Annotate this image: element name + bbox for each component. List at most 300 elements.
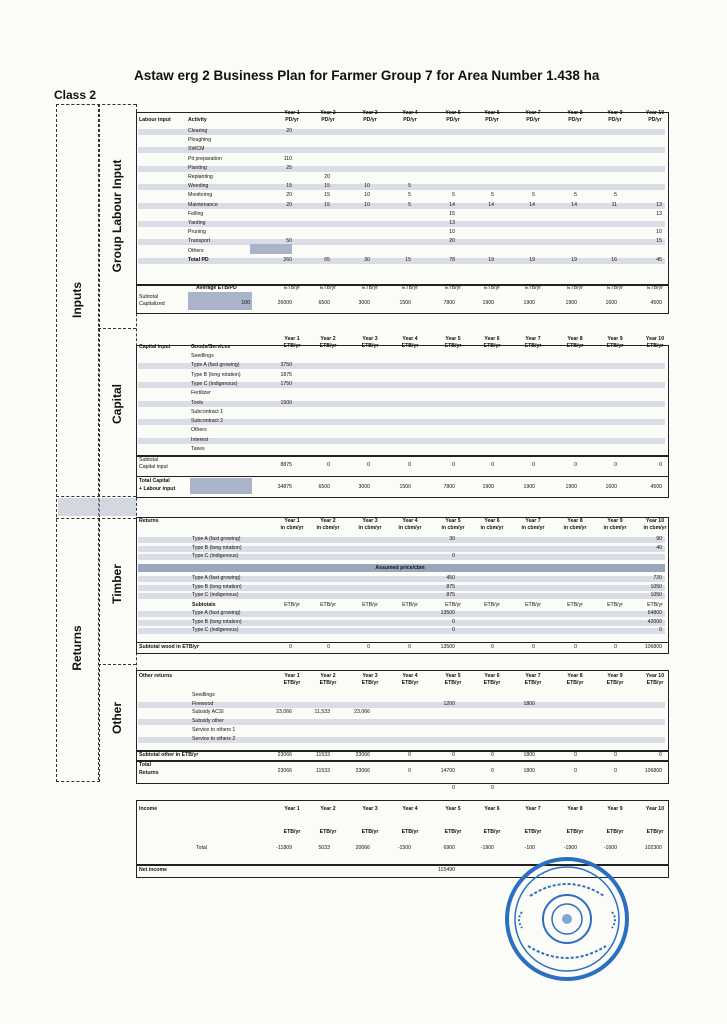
activity-label: Maintenance <box>188 201 218 208</box>
year-header: Year 10 <box>645 336 665 342</box>
other-value: 1200 <box>443 700 455 707</box>
year-header: Year 6 <box>484 110 500 116</box>
year-header: Year 10 <box>645 806 665 812</box>
unit-header: ETB/yr <box>283 680 301 686</box>
unit-header: ETB/yr <box>566 343 584 349</box>
unit-header: PD/yr <box>485 117 499 123</box>
capital-subtotal: 0 <box>614 462 617 468</box>
year-header: Year 7 <box>525 518 541 524</box>
average-etb-value: 100 <box>241 300 250 306</box>
timber-volume: 40 <box>656 544 662 551</box>
subtotal-wood-label: Subtotal wood in ETB/yr <box>139 644 199 650</box>
other-value: 1800 <box>523 700 535 707</box>
etb-unit: ETB/yr <box>284 285 300 291</box>
capital-subtotal: 0 <box>327 462 330 468</box>
unit-header: ETB/yr <box>401 343 419 349</box>
labour-value: 5 <box>491 192 494 199</box>
inputs-label: Inputs <box>70 282 84 318</box>
other-label: Other <box>110 701 124 735</box>
total-returns: 0 <box>614 768 617 774</box>
capital-input-header: Capital input <box>139 344 171 350</box>
income-value: -11809 <box>276 845 292 851</box>
year-header: Year 4 <box>402 806 418 812</box>
etb-unit: ETB/yr <box>567 602 583 608</box>
labour-value: 15 <box>405 256 411 263</box>
etb-unit: ETB/yr <box>525 602 541 608</box>
labour-value: 20 <box>286 192 292 199</box>
labour-value: 20 <box>324 174 330 180</box>
other-subtotal: 11533 <box>315 752 330 758</box>
value-year10: 42000 <box>647 618 662 625</box>
capital-item-label: Seedlings <box>191 353 214 359</box>
unit-header: in cbm/yr <box>316 525 340 531</box>
value-year5: 0 <box>452 618 455 625</box>
income-value: -1900 <box>563 845 577 851</box>
labour-value: 5 <box>574 192 577 199</box>
unit-header: in cbm/yr <box>480 525 504 531</box>
timber-subtotal: 0 <box>327 644 330 650</box>
timber-type-label: Type C (indigenous) <box>192 553 239 559</box>
price-year10: 720 <box>653 575 662 581</box>
price-year10: 1050 <box>650 592 662 598</box>
row-shading <box>138 239 665 245</box>
labour-value: 14 <box>449 201 455 208</box>
timber-label: Timber <box>110 564 124 604</box>
year-header: Year 2 <box>320 110 336 116</box>
returns-label: Returns <box>70 625 84 671</box>
year-header: Year 6 <box>484 336 500 342</box>
year-header: Year 2 <box>320 806 336 812</box>
etb-unit: ETB/yr <box>607 285 623 291</box>
activity-label: Yarding <box>188 220 206 226</box>
labour-value: 5 <box>408 201 411 208</box>
labour-value: 19 <box>529 256 535 263</box>
labour-value: 19 <box>571 256 577 263</box>
other-subtotal: 0 <box>408 752 411 758</box>
price-year5: 450 <box>446 575 455 581</box>
labour-value: 15 <box>286 183 292 190</box>
unit-header: ETB/yr <box>483 343 501 349</box>
unit-header: in cbm/yr <box>398 525 422 531</box>
price-year5: 875 <box>446 583 455 590</box>
etb-unit: ETB/yr <box>445 285 461 291</box>
labour-value: 15 <box>449 210 455 217</box>
other-subtotal: 0 <box>614 752 617 758</box>
unit-header: in cbm/yr <box>643 525 667 531</box>
capital-label: Capital <box>110 383 124 425</box>
capital-total: 7800 <box>443 484 455 490</box>
capital-item-label: Taxes <box>191 446 205 452</box>
unit-header: ETB/yr <box>444 680 462 686</box>
labour-value: 45 <box>656 256 662 263</box>
row-shading <box>138 258 665 264</box>
income-value: 102300 <box>644 845 662 851</box>
timber-subtotal: 0 <box>532 644 535 650</box>
income-unit: ETB/yr <box>401 829 419 835</box>
capital-total: 1500 <box>399 484 411 490</box>
class-label: Class 2 <box>54 88 97 102</box>
income-unit: ETB/yr <box>283 829 301 835</box>
capital-total: 3000 <box>358 484 370 490</box>
activity-label: Pit preparation <box>188 155 222 162</box>
labour-value: 10 <box>656 229 662 236</box>
etb-unit: ETB/yr <box>525 285 541 291</box>
unit-header: ETB/yr <box>524 680 542 686</box>
labour-value: 5 <box>532 192 535 199</box>
labour-subtotal: 4500 <box>650 300 662 306</box>
income-value: -1500 <box>397 845 411 851</box>
labour-value: 10 <box>364 192 370 199</box>
unit-header: ETB/yr <box>566 680 584 686</box>
timber-type-label: Type A (fast growing) <box>192 536 241 542</box>
value-year10: 0 <box>659 627 662 633</box>
other-subtotal: 23066 <box>277 752 292 758</box>
labour-subtotal: 1900 <box>523 300 535 306</box>
etb-unit: ETB/yr <box>647 602 663 608</box>
value-year10: 64800 <box>647 610 662 616</box>
row-shading <box>138 438 665 444</box>
income-unit: ETB/yr <box>524 829 542 835</box>
capital-subtotal: 0 <box>574 462 577 468</box>
capital-item-label: Subcontract 2 <box>191 418 224 425</box>
capital-subtotal: 0 <box>491 462 494 468</box>
capital-item-label: Subcontract 1 <box>191 408 224 415</box>
capital-subtotal: 0 <box>408 462 411 468</box>
activity-label: SWCM <box>188 146 205 153</box>
income-unit: ETB/yr <box>483 829 501 835</box>
other-subtotal: 0 <box>574 752 577 758</box>
activity-label: Others <box>188 247 204 254</box>
subtotal-label: Subtotal <box>139 294 159 300</box>
unit-header: PD/yr <box>446 117 460 123</box>
unit-header: ETB/yr <box>444 343 462 349</box>
value-type-label: Type A (fast growing) <box>192 610 241 616</box>
row-shading <box>138 702 665 708</box>
income-value: -1600 <box>603 845 617 851</box>
year-header: Year 1 <box>284 518 300 524</box>
unit-header: in cbm/yr <box>280 525 304 531</box>
other-subtotal: 0 <box>452 752 455 758</box>
other-item-label: Subsidy other <box>192 718 224 725</box>
capital-subtotal: 0 <box>532 462 535 468</box>
capital-subtotal: 0 <box>659 462 662 468</box>
net-income-label: Net income <box>139 867 167 873</box>
capital-total: 1900 <box>482 484 494 490</box>
unit-header: ETB/yr <box>361 343 379 349</box>
price-type-label: Type A (fast growing) <box>192 575 241 581</box>
year-header: Year 1 <box>284 110 300 116</box>
other-value: 23,066 <box>354 709 370 716</box>
unit-header: PD/yr <box>321 117 335 123</box>
income-value: -100 <box>524 845 535 851</box>
labour-plus-label: + Labour input <box>139 486 176 492</box>
total-capital-label: Total Capital <box>139 478 170 484</box>
year-header: Year 6 <box>484 806 500 812</box>
other-subtotal: 23066 <box>355 752 370 758</box>
income-unit: ETB/yr <box>646 829 664 835</box>
year-header: Year 5 <box>445 336 461 342</box>
year-header: Year 9 <box>607 518 623 524</box>
timber-type-label: Type B (long rotation) <box>192 544 242 551</box>
year-header: Year 7 <box>525 110 541 116</box>
other-item-label: Service to others 1 <box>192 726 236 733</box>
income-unit: ETB/yr <box>361 829 379 835</box>
price-year5: 875 <box>446 592 455 598</box>
etb-unit: ETB/yr <box>284 602 300 608</box>
total-returns: 23066 <box>277 768 292 774</box>
value-year5: 0 <box>452 627 455 633</box>
unit-header: ETB/yr <box>283 343 301 349</box>
year-header: Year 8 <box>567 336 583 342</box>
capital-total: 34875 <box>277 484 292 490</box>
year-header: Year 7 <box>525 673 541 679</box>
capital-item-label: Fertilizer <box>191 390 211 397</box>
activity-label: Total PD <box>188 256 209 263</box>
total-returns: 1800 <box>523 768 535 774</box>
capital-item-label: Others <box>191 427 207 434</box>
year-header: Year 8 <box>567 518 583 524</box>
total-returns: 14700 <box>440 768 455 774</box>
labour-subtotal: 1900 <box>565 300 577 306</box>
returns-label: Returns <box>139 770 159 776</box>
activity-label: Ploughing <box>188 137 212 144</box>
assumed-price-label: Assumed price/cbm <box>375 565 425 571</box>
activity-label: Clearing <box>188 128 208 134</box>
activity-label: Pruning <box>188 229 206 236</box>
capital-input-label: Capital input <box>139 464 168 470</box>
capital-total: 4500 <box>650 484 662 490</box>
activity-header: Activity <box>188 117 207 123</box>
year-header: Year 3 <box>362 806 378 812</box>
capital-subtotal: 0 <box>367 462 370 468</box>
total-returns: 23066 <box>355 768 370 774</box>
income-value: 5033 <box>318 845 330 851</box>
timber-subtotal-box <box>136 642 669 654</box>
capital-item-label: Tools <box>191 399 204 406</box>
row-shading <box>138 129 665 135</box>
etb-unit: ETB/yr <box>362 285 378 291</box>
timber-subtotal: 0 <box>289 644 292 650</box>
unit-header: ETB/yr <box>524 343 542 349</box>
page-title: Astaw erg 2 Business Plan for Farmer Group 7 for Area Number 1.438 ha <box>134 68 600 83</box>
unit-header: PD/yr <box>363 117 377 123</box>
value-year5: 13500 <box>440 610 455 616</box>
income-value: 6900 <box>443 845 455 851</box>
labour-value: 11 <box>611 201 617 208</box>
unit-header: PD/yr <box>526 117 540 123</box>
unit-header: ETB/yr <box>319 343 337 349</box>
subtotals-label: Subtotals <box>192 602 216 608</box>
income-header: Income <box>139 806 158 812</box>
labour-input-header: Labour input <box>139 117 171 123</box>
other-item-label: Service to others 2 <box>192 735 236 742</box>
other-value: 11,533 <box>314 709 330 716</box>
value-type-label: Type C (indigenous) <box>192 627 239 633</box>
etb-unit: ETB/yr <box>402 285 418 291</box>
year-header: Year 5 <box>445 518 461 524</box>
year-header: Year 10 <box>645 673 665 679</box>
etb-unit: ETB/yr <box>320 602 336 608</box>
activity-label: Felling <box>188 210 204 217</box>
year-header: Year 10 <box>645 518 665 524</box>
labour-value: 10 <box>364 183 370 190</box>
capital-subtotal: 0 <box>452 462 455 468</box>
labour-value: 15 <box>656 238 662 245</box>
labour-value: 10 <box>364 201 370 208</box>
etb-unit: ETB/yr <box>607 602 623 608</box>
year-header: Year 9 <box>607 806 623 812</box>
total-returns: 0 <box>408 768 411 774</box>
capital-item-label: Type A (fast growing) <box>191 362 240 369</box>
unit-header: in cbm/yr <box>563 525 587 531</box>
labour-subtotal: 26000 <box>277 300 292 306</box>
unit-header: PD/yr <box>285 117 299 123</box>
row-shading <box>138 221 665 227</box>
year-header: Year 3 <box>362 518 378 524</box>
timber-subtotal: 0 <box>574 644 577 650</box>
labour-value: 16 <box>611 256 617 263</box>
etb-unit: ETB/yr <box>484 602 500 608</box>
other-subtotal: 1800 <box>523 752 535 758</box>
unit-header: in cbm/yr <box>521 525 545 531</box>
capital-item-label: Type C (indigenous) <box>191 380 238 387</box>
capital-total: 1600 <box>605 484 617 490</box>
timber-subtotal: 0 <box>367 644 370 650</box>
year-header: Year 2 <box>320 336 336 342</box>
year-header: Year 1 <box>284 336 300 342</box>
labour-value: 14 <box>488 201 494 208</box>
other-returns-header: Other returns <box>139 673 173 679</box>
row-shading <box>138 147 665 153</box>
unit-header: in cbm/yr <box>358 525 382 531</box>
year-header: Year 3 <box>362 336 378 342</box>
total-label: Total <box>139 762 152 768</box>
other-subtotal: 0 <box>659 752 662 758</box>
year-header: Year 7 <box>525 806 541 812</box>
year-header: Year 8 <box>567 806 583 812</box>
price-type-label: Type C (indigenous) <box>192 592 239 598</box>
year-header: Year 6 <box>484 673 500 679</box>
unit-header: ETB/yr <box>483 680 501 686</box>
unit-header: ETB/yr <box>606 680 624 686</box>
unit-header: ETB/yr <box>361 680 379 686</box>
etb-unit: ETB/yr <box>362 602 378 608</box>
price-year10: 1050 <box>650 583 662 590</box>
activity-label: Transport <box>188 238 211 245</box>
total-returns: 106800 <box>644 768 662 774</box>
income-value: 20066 <box>355 845 370 851</box>
labour-subtotal: 1600 <box>605 300 617 306</box>
unit-header: PD/yr <box>403 117 417 123</box>
income-value: -1900 <box>480 845 494 851</box>
row-shading <box>138 166 665 172</box>
unit-header: ETB/yr <box>646 680 664 686</box>
unit-header: ETB/yr <box>401 680 419 686</box>
year-header: Year 2 <box>320 673 336 679</box>
labour-value: 78 <box>449 256 455 263</box>
price-type-label: Type B (long rotation) <box>192 583 242 590</box>
capital-value: 1500 <box>280 399 292 406</box>
total-returns-box <box>136 760 669 784</box>
other-item-label: Firewood <box>192 700 214 707</box>
etb-unit: ETB/yr <box>402 602 418 608</box>
capital-subtotal-label: Subtotal <box>139 457 159 463</box>
unit-header: in cbm/yr <box>603 525 627 531</box>
etb-unit: ETB/yr <box>320 285 336 291</box>
year-header: Year 5 <box>445 673 461 679</box>
unit-header: in cbm/yr <box>441 525 465 531</box>
year-header: Year 3 <box>362 673 378 679</box>
labour-value: 5 <box>614 192 617 199</box>
labour-value: 50 <box>286 238 292 245</box>
income-unit: ETB/yr <box>319 829 337 835</box>
capital-item-label: Type B (long rotation) <box>191 371 241 378</box>
capital-value: 1875 <box>280 371 292 378</box>
labour-value: 13 <box>656 210 662 217</box>
other-item-label: Seedlings <box>192 692 215 698</box>
labour-value: 14 <box>529 201 535 208</box>
timber-volume: 90 <box>656 536 662 542</box>
unit-header: PD/yr <box>648 117 662 123</box>
total-highlight <box>190 478 252 494</box>
timber-subtotal: 0 <box>491 644 494 650</box>
labour-subtotal: 1500 <box>399 300 411 306</box>
labour-value: 13 <box>449 220 455 226</box>
capital-subtotal-box <box>136 455 669 477</box>
year-header: Year 4 <box>402 110 418 116</box>
row-shading <box>138 401 665 407</box>
year-header: Year 4 <box>402 336 418 342</box>
timber-volume: 0 <box>452 553 455 559</box>
capital-total: 1900 <box>565 484 577 490</box>
labour-value: 14 <box>571 201 577 208</box>
labour-value: 110 <box>283 155 292 162</box>
year-header: Year 9 <box>607 110 623 116</box>
capital-value: 3750 <box>280 362 292 369</box>
year-header: Year 5 <box>445 806 461 812</box>
other-subtotal: 0 <box>491 752 494 758</box>
income-total-label: Total <box>196 845 207 851</box>
labour-value: 15 <box>324 183 330 190</box>
other-value: 23,066 <box>276 709 292 716</box>
year-header: Year 5 <box>445 110 461 116</box>
outer-frame <box>56 104 100 782</box>
activity-label: Weeding <box>188 183 209 190</box>
net-income-value: 115490 <box>438 867 455 873</box>
activity-label: Planting <box>188 164 207 171</box>
labour-subtotal: 1900 <box>482 300 494 306</box>
year-header: Year 7 <box>525 336 541 342</box>
year-header: Year 9 <box>607 673 623 679</box>
capitalized-label: Capitalized <box>139 301 165 307</box>
year-header: Year 8 <box>567 673 583 679</box>
capital-total: 1900 <box>523 484 535 490</box>
highlight-cell <box>250 244 292 254</box>
timber-subtotal: 0 <box>408 644 411 650</box>
labour-value: 260 <box>283 256 292 263</box>
income-unit: ETB/yr <box>606 829 624 835</box>
average-etb-label: Average ETB/PD <box>196 285 237 291</box>
other-item-label: Subsidy ACSI <box>192 709 224 716</box>
year-header: Year 6 <box>484 518 500 524</box>
etb-unit: ETB/yr <box>647 285 663 291</box>
capital-total: 6500 <box>318 484 330 490</box>
labour-value: 65 <box>324 256 330 263</box>
year-header: Year 3 <box>362 110 378 116</box>
extra-value: 0 <box>491 785 494 791</box>
etb-unit: ETB/yr <box>567 285 583 291</box>
etb-unit: ETB/yr <box>445 602 461 608</box>
